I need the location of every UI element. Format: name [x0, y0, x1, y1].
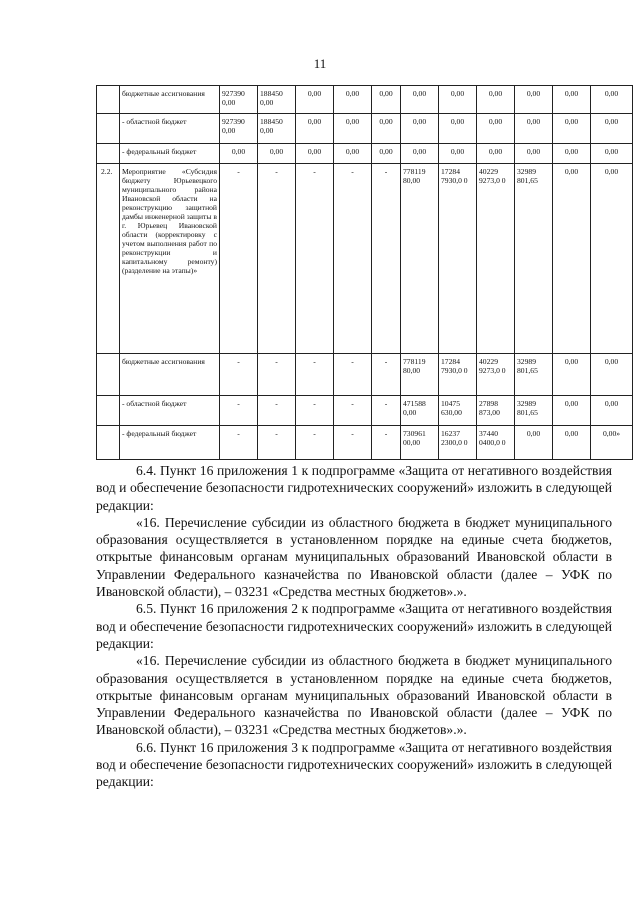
table-cell: 188450 0,00 [258, 114, 296, 144]
table-cell: 0,00 [553, 164, 591, 354]
table-cell: 0,00 [401, 144, 439, 164]
table-cell: 0,00 [401, 114, 439, 144]
table-cell: 0,00 [591, 114, 633, 144]
table-cell: 0,00 [401, 86, 439, 114]
paragraph-6-6: 6.6. Пункт 16 приложения 3 к подпрограмме «Защита от негативного воздействия вод и обеспечение безопасности гидротехнических сооружений» изложить в следующей редакции: [96, 739, 612, 790]
table-cell: 0,00 [296, 86, 334, 114]
table-cell: 188450 0,00 [258, 86, 296, 114]
table-row [97, 426, 633, 460]
paragraph-quote-1: «16. Перечисление субсидии из областного бюджета в бюджет муниципального образования осуществляется в установленном порядке на единые счета бюджетов, открытые финансовым органам муниципальных образований Ивановской области в Управлении Федерального казначейства по Ивановской области (далее – УФК по Ивановской области), – 03231 «Средства местных бюджетов».». [96, 514, 612, 600]
table-cell: 32989 801,65 [515, 396, 553, 426]
table-cell: 0,00 [334, 144, 372, 164]
table-cell: - [296, 164, 334, 354]
table-cell: 778119 80,00 [401, 354, 439, 396]
body-text [96, 462, 612, 791]
table-cell: 0,00 [553, 144, 591, 164]
table-cell: - [220, 354, 258, 396]
table-cell: 0,00 [553, 426, 591, 460]
table-row [97, 354, 633, 396]
row-number [97, 426, 120, 460]
row-number [97, 114, 120, 144]
table-cell: 27898 873,00 [477, 396, 515, 426]
table-row [97, 396, 633, 426]
table-cell: - [372, 164, 401, 354]
row-name: - федеральный бюджет [120, 144, 220, 164]
table-cell: - [258, 354, 296, 396]
table-cell: - [296, 426, 334, 460]
row-number [97, 144, 120, 164]
table-row [97, 164, 633, 354]
table-cell: 0,00 [258, 144, 296, 164]
row-number [97, 354, 120, 396]
table-cell: 40229 9273,0 0 [477, 164, 515, 354]
table-cell: 0,00 [515, 114, 553, 144]
table-cell: 0,00 [515, 144, 553, 164]
table-cell: 0,00 [591, 86, 633, 114]
table-cell: 0,00 [553, 86, 591, 114]
table-cell: 0,00 [553, 396, 591, 426]
row-name: - областной бюджет [120, 114, 220, 144]
row-name: Мероприятие «Субсидия бюджету Юрьевецкого муниципального района Ивановской области на реконструкцию защитной дамбы инженерной защиты в г. Юрьевец Ивановской области (корректировку с учетом выполнения работ по реконструкции и капитальному ремонту) (разделение на этапы)» [120, 164, 220, 354]
table-cell: 0,00 [553, 114, 591, 144]
table-cell: - [258, 426, 296, 460]
table-cell: - [296, 396, 334, 426]
table-cell: 0,00 [477, 114, 515, 144]
table-cell: 927390 0,00 [220, 114, 258, 144]
table-cell: 10475 630,00 [439, 396, 477, 426]
table-cell: 0,00 [553, 354, 591, 396]
row-name: - федеральный бюджет [120, 426, 220, 460]
table-cell: - [372, 354, 401, 396]
table-cell: 32989 801,65 [515, 164, 553, 354]
table-cell: - [334, 426, 372, 460]
budget-table [96, 85, 633, 460]
table-cell: - [258, 164, 296, 354]
paragraph-6-4: 6.4. Пункт 16 приложения 1 к подпрограмме «Защита от негативного воздействия вод и обеспечение безопасности гидротехнических сооружений» изложить в следующей редакции: [96, 463, 612, 513]
table-cell: - [220, 164, 258, 354]
table-cell: 778119 80,00 [401, 164, 439, 354]
table-cell: - [372, 396, 401, 426]
table-cell: - [296, 354, 334, 396]
table-cell: 0,00 [296, 114, 334, 144]
table-cell: 0,00 [439, 144, 477, 164]
table-cell: 0,00 [591, 164, 633, 354]
table-cell: 0,00 [477, 86, 515, 114]
table-cell: 17284 7930,0 0 [439, 164, 477, 354]
row-name: бюджетные ассигнования [120, 86, 220, 114]
table-cell: 0,00 [515, 86, 553, 114]
table-cell: 0,00 [591, 144, 633, 164]
table-row [97, 86, 633, 114]
table-cell: 471588 0,00 [401, 396, 439, 426]
table-cell: - [258, 396, 296, 426]
table-row [97, 114, 633, 144]
row-number: 2.2. [97, 164, 120, 354]
table-cell: 0,00 [439, 114, 477, 144]
table-cell: 0,00 [372, 114, 401, 144]
table-cell: - [220, 426, 258, 460]
table-cell: 730961 00,00 [401, 426, 439, 460]
table-cell: 0,00 [372, 144, 401, 164]
table-cell: 40229 9273,0 0 [477, 354, 515, 396]
table-cell: 0,00 [591, 396, 633, 426]
row-name: бюджетные ассигнования [120, 354, 220, 396]
table-cell: - [372, 426, 401, 460]
table-cell: 0,00» [591, 426, 633, 460]
row-number [97, 396, 120, 426]
page-number: 11 [313, 56, 327, 71]
table-cell: 37440 0400,0 0 [477, 426, 515, 460]
table-cell: - [220, 396, 258, 426]
row-number [97, 86, 120, 114]
table-cell: 0,00 [220, 144, 258, 164]
table-cell: 0,00 [439, 86, 477, 114]
table-cell: 0,00 [296, 144, 334, 164]
table-cell: 0,00 [372, 86, 401, 114]
table-cell: 0,00 [515, 426, 553, 460]
table-row [97, 144, 633, 164]
table-cell: 0,00 [477, 144, 515, 164]
table-cell: - [334, 164, 372, 354]
budget-table-body [97, 86, 633, 460]
table-cell: - [334, 354, 372, 396]
table-cell: 0,00 [334, 114, 372, 144]
table-cell: 0,00 [591, 354, 633, 396]
table-cell: 927390 0,00 [220, 86, 258, 114]
paragraph-6-5: 6.5. Пункт 16 приложения 2 к подпрограмме «Защита от негативного воздействия вод и обеспечение безопасности гидротехнических сооружений» изложить в следующей редакции: [96, 601, 612, 651]
table-cell: 0,00 [334, 86, 372, 114]
table-cell: 16237 2300,0 0 [439, 426, 477, 460]
row-name: - областной бюджет [120, 396, 220, 426]
table-cell: 17284 7930,0 0 [439, 354, 477, 396]
table-cell: - [334, 396, 372, 426]
table-cell: 32989 801,65 [515, 354, 553, 396]
paragraph-quote-2: «16. Перечисление субсидии из областного бюджета в бюджет муниципального образования осуществляется в установленном порядке на единые счета бюджетов, открытые финансовым органам муниципальных образований Ивановской области в Управлении Федерального казначейства по Ивановской области (далее – УФК по Ивановской области), – 03231 «Средства местных бюджетов».». [96, 653, 612, 738]
